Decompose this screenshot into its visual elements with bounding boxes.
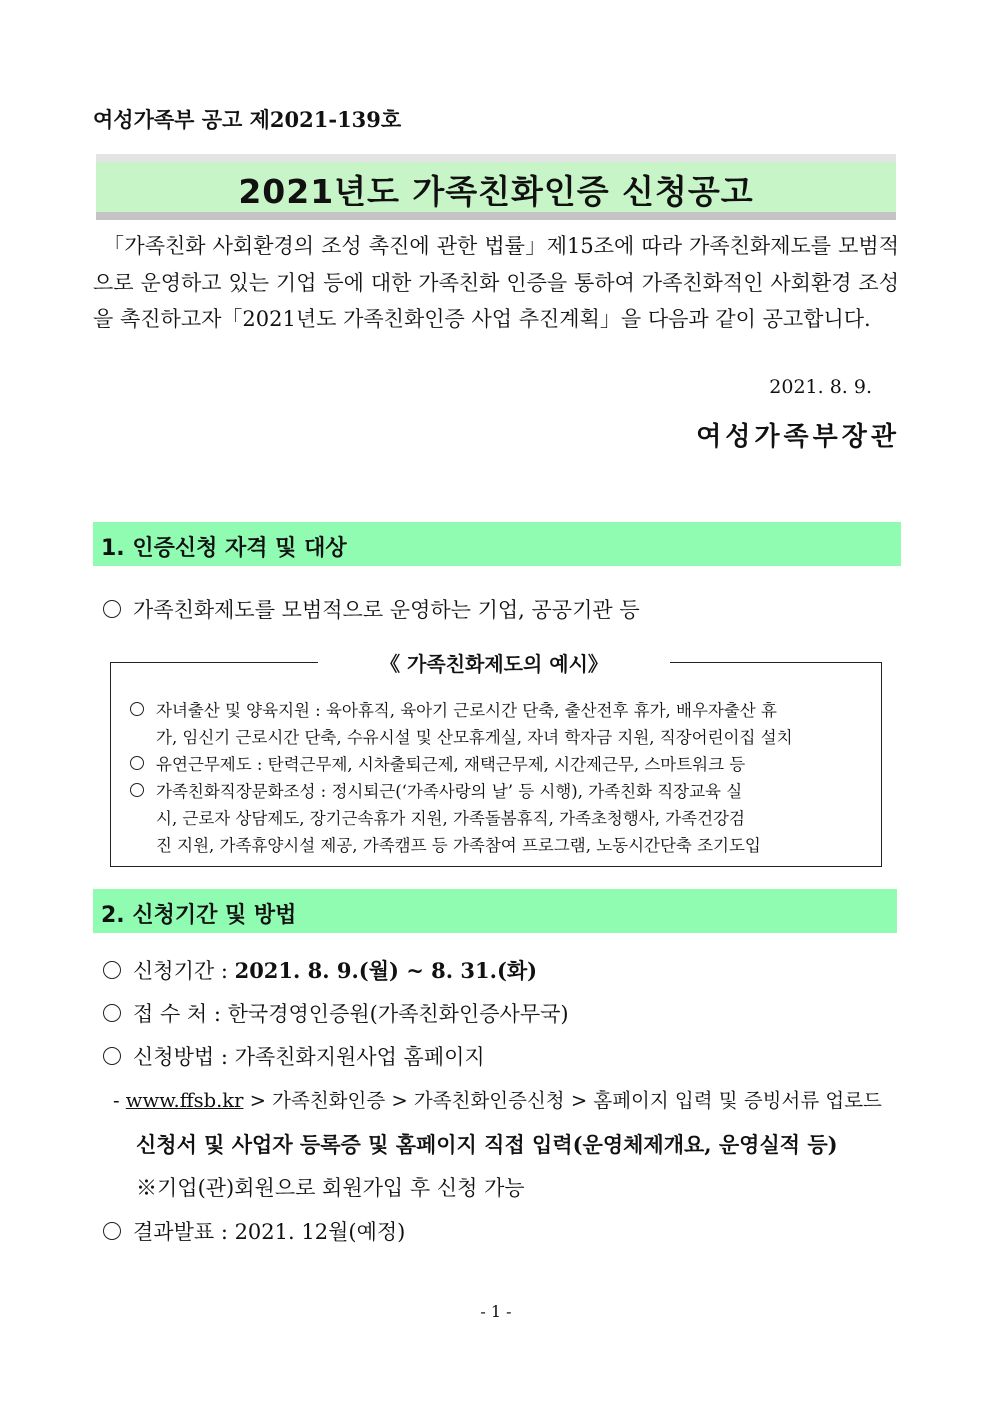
- circle-bullet-icon: [103, 600, 121, 618]
- signup-note: ※기업(관)회원으로 회원가입 후 신청 가능: [136, 1176, 525, 1200]
- page-title: 2021년도 가족친화인증 신청공고: [238, 172, 754, 211]
- section2-heading-text: 2. 신청기간 및 방법: [101, 903, 297, 928]
- reception-text: 접 수 처 : 한국경영인증원(가족친화인증사무국): [133, 1002, 569, 1026]
- website-link[interactable]: www.ffsb.kr: [125, 1089, 244, 1112]
- section1-item: [103, 594, 640, 624]
- method-path: [113, 1085, 882, 1113]
- circle-bullet-icon: [103, 1004, 121, 1022]
- title-banner: [96, 154, 896, 220]
- notice-number: 여성가족부 공고 제2021-139호: [93, 107, 402, 132]
- example-text: 가족친화직장문화조성 : 정시퇴근(‘가족사랑의 날’ 등 시행), 가족친화 직장교육 실: [156, 782, 743, 801]
- notice-date: 2021. 8. 9.: [769, 376, 872, 398]
- example-text: 유연근무제도 : 탄력근무제, 시차출퇴근제, 재택근무제, 시간제근무, 스마트워크 등: [156, 755, 746, 774]
- example-title: 《 가족친화제도의 예시》: [318, 648, 670, 677]
- section1-heading: [93, 522, 901, 566]
- circle-bullet-icon: [130, 702, 144, 716]
- period-value: 2021. 8. 9.(월) ~ 8. 31.(화): [234, 958, 538, 983]
- example-item-cont: 진 지원, 가족휴양시설 제공, 가족캠프 등 가족참여 프로그램, 노동시간단축 조기도입: [156, 836, 761, 855]
- example-text: 자녀출산 및 양육지원 : 육아휴직, 육아기 근로시간 단축, 출산전후 휴가, 배우자출산 휴: [156, 701, 777, 720]
- example-item-cont: 가, 임신기 근로시간 단축, 수유시설 및 산모휴게실, 자녀 학자금 지원, 직장어린이집 설치: [156, 728, 793, 747]
- result-announcement: [103, 1216, 405, 1246]
- circle-bullet-icon: [130, 756, 144, 770]
- section1-item-text: 가족친화제도를 모범적으로 운영하는 기업, 공공기관 등: [133, 598, 640, 622]
- example-item-cont: 시, 근로자 상담제도, 장기근속휴가 지원, 가족돌봄휴직, 가족초청행사, 가족건강검: [156, 809, 745, 828]
- example-item: [130, 751, 745, 775]
- example-item: [130, 697, 777, 721]
- example-item: [130, 778, 742, 802]
- circle-bullet-icon: [103, 1222, 121, 1240]
- issuer: 여성가족부장관: [696, 422, 900, 452]
- intro-paragraph: [93, 228, 899, 338]
- intro-text: 「가족친화 사회환경의 조성 촉진에 관한 법률」제15조에 따라 가족친화제도를 모범적으로 운영하고 있는 기업 등에 대한 가족친화 인증을 통하여 가족친화적인 사회환경 조성을 촉진하고자「2021년도 가족친화인증 사업 추진계획」을 다음과 같이 공고합니다.: [93, 234, 899, 331]
- path-text: > 가족친화인증 > 가족친화인증신청 > 홈페이지 입력 및 증빙서류 업로드: [243, 1089, 882, 1112]
- page-number: - 1 -: [480, 1302, 512, 1321]
- circle-bullet-icon: [130, 783, 144, 797]
- dash: -: [113, 1089, 126, 1112]
- section2-heading: [93, 889, 897, 933]
- section1-heading-text: 1. 인증신청 자격 및 대상: [101, 536, 347, 561]
- application-method: [103, 1041, 485, 1071]
- method-text: 신청방법 : 가족친화지원사업 홈페이지: [133, 1045, 485, 1069]
- circle-bullet-icon: [103, 961, 121, 979]
- bold-note: 신청서 및 사업자 등록증 및 홈페이지 직접 입력(운영체제개요, 운영실적 등): [136, 1132, 838, 1157]
- result-text: 결과발표 : 2021. 12월(예정): [133, 1220, 406, 1244]
- application-period: [103, 955, 537, 985]
- circle-bullet-icon: [103, 1047, 121, 1065]
- period-label: 신청기간 :: [133, 959, 235, 983]
- reception: [103, 998, 569, 1028]
